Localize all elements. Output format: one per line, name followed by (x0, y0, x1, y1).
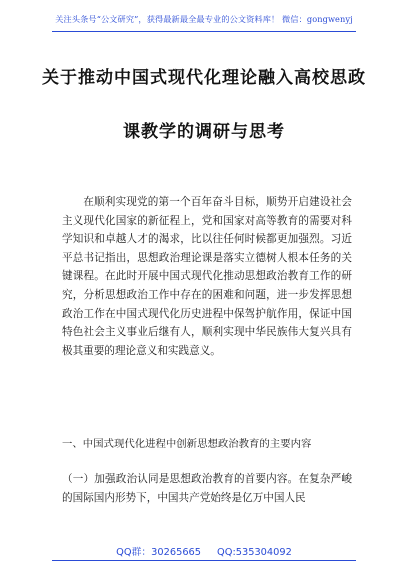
header-promo-note: 关注头条号“公文研究”，获得最新最全最专业的公文资料库！ 微信：gongwenyj (55, 14, 353, 24)
page-footer (0, 544, 408, 558)
footer-qq-number: QQ:535304092 (217, 547, 292, 558)
page-header (52, 14, 356, 32)
footer-qq-group: QQ群：30265665 (116, 547, 202, 558)
document-title-line-1: 关于推动中国式现代化理论融入高校思政 (42, 68, 366, 88)
header-divider (52, 31, 356, 32)
footer-divider (52, 560, 356, 561)
section-heading-1: 一、中国式现代化进程中创新思想政治教育的主要内容 (62, 438, 312, 450)
body-paragraph-political-identity: （一）加强政治认同是思想政治教育的首要内容。在复杂严峻的国际国内形势下，中国共产党始终是亿万中国人民 (62, 473, 352, 504)
body-paragraph-intro: 在顺利实现党的第一个百年奋斗目标，顺势开启建设社会主义现代化国家的新征程上，党和国家对高等教育的需要对科学知识和卓越人才的渴求，比以往任何时候都更加强烈。习近平总书记指出，思想政治理论课是落实立德树人根本任务的关键课程。在此时开展中国式现代化推动思想政治教育工作的研究，分析思想政治工作中存在的困难和问题，进一步发挥思想政治工作在中国式现代化历史进程中保驾护航作用，保证中国特色社会主义事业后继有人，顺利实现中华民族伟大复兴具有极其重要的理论意义和实践意义。 (62, 196, 352, 357)
document-title-line-2: 课教学的调研与思考 (123, 122, 285, 142)
